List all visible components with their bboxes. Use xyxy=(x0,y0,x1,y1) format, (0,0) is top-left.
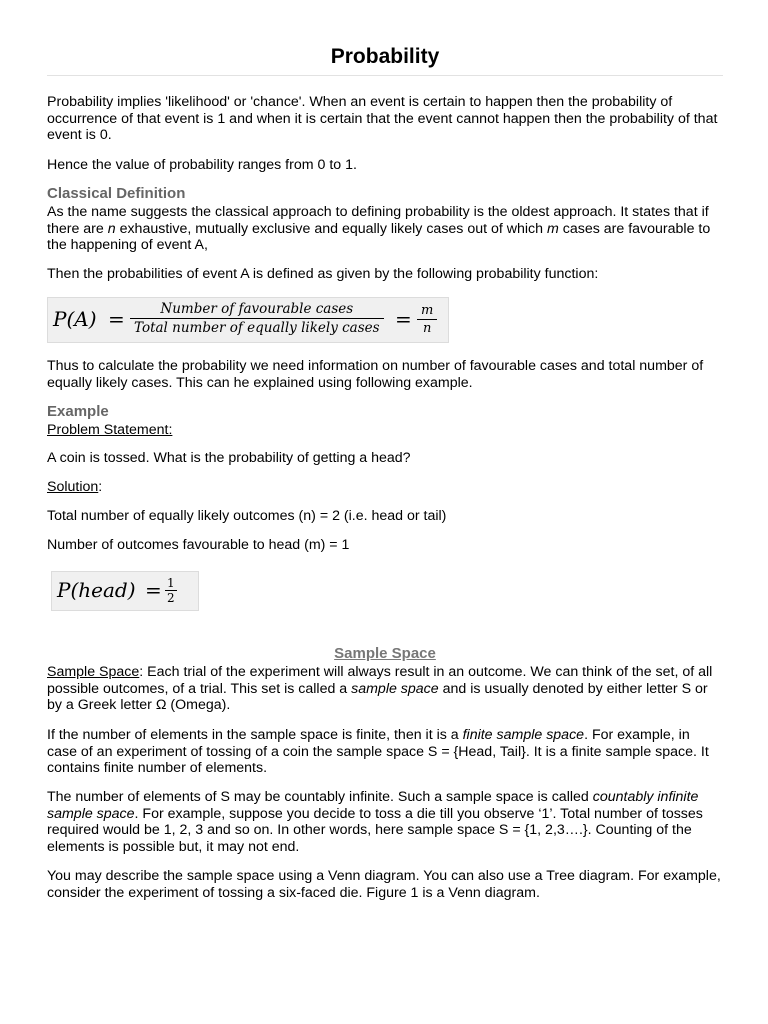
classical-heading: Classical Definition xyxy=(47,185,186,202)
document-page xyxy=(47,0,723,901)
sample-space-heading: Sample Space xyxy=(334,645,436,662)
sample-space-heading-wrap xyxy=(47,645,723,662)
intro-paragraph: Probability implies 'likelihood' or 'chance'. When an event is certain to happen then the probability of occurrence of that event is 1 and when it is certain that the event cannot happen then the probability of that event is 0. xyxy=(47,94,718,144)
problem-statement-label: Problem Statement: xyxy=(47,422,173,438)
finite-sample-space-paragraph: If the number of elements in the sample space is finite, then it is a finite sample space. For example, in case of an experiment of tossing of a coin the sample space S = {Head, Tail}. It is a finite sample space. It contains finite number of elements. xyxy=(47,727,709,777)
classical-paragraph: As the name suggests the classical approach to defining probability is the oldest approach. It states that if there are n exhaustive, mutually exclusive and equally likely cases out of which m cases are favourable to the happening of event A, xyxy=(47,204,711,254)
countably-infinite-paragraph: The number of elements of S may be countably infinite. Such a sample space is called countably infinite sample space. For example, suppose you decide to toss a die till you observe ‘1’. Total number of tosses required would be 1, 2, 3 and so on. In other words, here sample space S = {1, 2,3….}. Counting of the elements is possible but, it may not end. xyxy=(47,789,703,855)
formula-m-over-n: $\frac{m}{n}$ xyxy=(417,303,437,336)
formula-one-half: $\frac{1}{2}$ xyxy=(167,576,175,605)
solution-line-1: Total number of equally likely outcomes (n) = 2 (i.e. head or tail) xyxy=(47,508,447,524)
probability-function-intro: Then the probabilities of event A is defined as given by the following probability function: xyxy=(47,266,599,282)
calculation-paragraph: Thus to calculate the probability we need information on number of favourable cases and total number of equally likely cases. This can he explained using following example. xyxy=(47,358,704,391)
probability-formula: P(A) = Number of favourable cases Total number of equally likely cases = $\frac{m}{n}$ xyxy=(47,297,449,343)
range-paragraph: Hence the value of probability ranges from 0 to 1. xyxy=(47,157,357,173)
page-title: Probability xyxy=(47,0,723,76)
solution-line-2: Number of outcomes favourable to head (m) = 1 xyxy=(47,537,350,553)
head-probability-formula: P(head) = $\frac{1}{2}$ xyxy=(51,571,199,611)
sample-space-definition: Sample Space: Each trial of the experiment will always result in an outcome. We can think of the set, of all possible outcomes, of a trial. This set is called a sample space and is usually denoted by either letter S or by a Greek letter Ω (Omega). xyxy=(47,664,713,714)
solution-label: Solution: xyxy=(47,479,103,495)
formula-fraction: Number of favourable cases Total number of equally likely cases xyxy=(130,301,384,336)
example-heading: Example xyxy=(47,403,109,420)
problem-statement: A coin is tossed. What is the probability of getting a head? xyxy=(47,450,411,466)
venn-diagram-paragraph: You may describe the sample space using a Venn diagram. You can also use a Tree diagram. For example, consider the experiment of tossing a six-faced die. Figure 1 is a Venn diagram. xyxy=(47,868,721,901)
